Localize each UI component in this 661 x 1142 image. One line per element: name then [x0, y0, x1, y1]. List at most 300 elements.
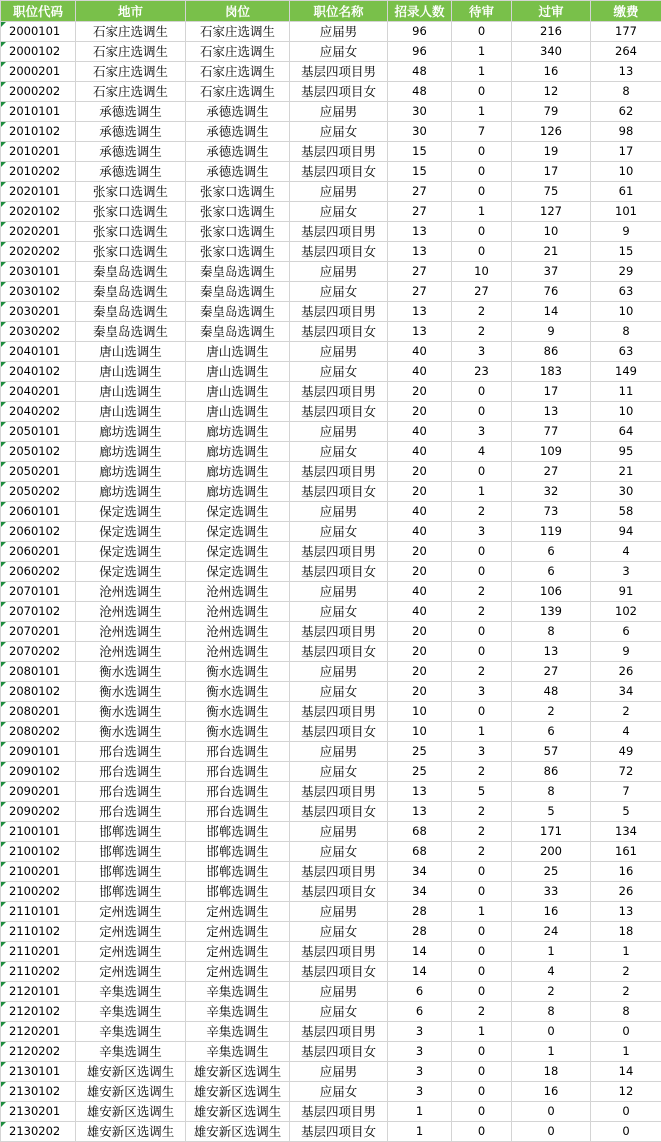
city-cell[interactable]: 衡水选调生 [76, 702, 186, 722]
city-cell[interactable]: 承德选调生 [76, 162, 186, 182]
position-name-cell[interactable]: 应届男 [290, 502, 388, 522]
paid-cell[interactable]: 10 [591, 302, 661, 322]
city-cell[interactable]: 承德选调生 [76, 142, 186, 162]
paid-cell[interactable]: 10 [591, 162, 661, 182]
position-name-cell[interactable]: 基层四项目男 [290, 1022, 388, 1042]
position-name-cell[interactable]: 应届女 [290, 522, 388, 542]
pending-cell[interactable]: 3 [452, 742, 512, 762]
quota-cell[interactable]: 10 [388, 702, 452, 722]
post-cell[interactable]: 邢台选调生 [186, 742, 290, 762]
position-name-cell[interactable]: 基层四项目男 [290, 142, 388, 162]
post-cell[interactable]: 张家口选调生 [186, 222, 290, 242]
post-cell[interactable]: 承德选调生 [186, 142, 290, 162]
post-cell[interactable]: 沧州选调生 [186, 642, 290, 662]
position-name-cell[interactable]: 基层四项目男 [290, 302, 388, 322]
position-name-cell[interactable]: 应届男 [290, 662, 388, 682]
position-name-cell[interactable]: 基层四项目男 [290, 862, 388, 882]
city-cell[interactable]: 辛集选调生 [76, 1022, 186, 1042]
pending-cell[interactable]: 0 [452, 622, 512, 642]
pending-cell[interactable]: 23 [452, 362, 512, 382]
quota-cell[interactable]: 27 [388, 282, 452, 302]
post-cell[interactable]: 唐山选调生 [186, 382, 290, 402]
city-cell[interactable]: 雄安新区选调生 [76, 1082, 186, 1102]
position-code-cell[interactable]: 2120202 [1, 1042, 76, 1062]
post-cell[interactable]: 廊坊选调生 [186, 482, 290, 502]
post-cell[interactable]: 秦皇岛选调生 [186, 302, 290, 322]
position-name-cell[interactable]: 基层四项目女 [290, 402, 388, 422]
position-name-cell[interactable]: 基层四项目女 [290, 322, 388, 342]
paid-cell[interactable]: 264 [591, 42, 661, 62]
quota-cell[interactable]: 48 [388, 82, 452, 102]
pending-cell[interactable]: 1 [452, 722, 512, 742]
city-cell[interactable]: 保定选调生 [76, 502, 186, 522]
post-cell[interactable]: 承德选调生 [186, 162, 290, 182]
city-cell[interactable]: 沧州选调生 [76, 622, 186, 642]
position-name-cell[interactable]: 基层四项目女 [290, 802, 388, 822]
approved-cell[interactable]: 13 [512, 402, 591, 422]
pending-cell[interactable]: 0 [452, 82, 512, 102]
city-cell[interactable]: 唐山选调生 [76, 362, 186, 382]
paid-cell[interactable]: 58 [591, 502, 661, 522]
city-cell[interactable]: 承德选调生 [76, 122, 186, 142]
position-code-cell[interactable]: 2030202 [1, 322, 76, 342]
approved-cell[interactable]: 57 [512, 742, 591, 762]
quota-cell[interactable]: 40 [388, 502, 452, 522]
position-code-cell[interactable]: 2120102 [1, 1002, 76, 1022]
paid-cell[interactable]: 94 [591, 522, 661, 542]
paid-cell[interactable]: 26 [591, 662, 661, 682]
position-code-cell[interactable]: 2070101 [1, 582, 76, 602]
city-cell[interactable]: 邢台选调生 [76, 782, 186, 802]
pending-cell[interactable]: 0 [452, 1042, 512, 1062]
paid-cell[interactable]: 3 [591, 562, 661, 582]
paid-cell[interactable]: 101 [591, 202, 661, 222]
position-name-cell[interactable]: 基层四项目女 [290, 962, 388, 982]
post-cell[interactable]: 定州选调生 [186, 962, 290, 982]
paid-cell[interactable]: 0 [591, 1122, 661, 1142]
paid-cell[interactable]: 102 [591, 602, 661, 622]
city-cell[interactable]: 邢台选调生 [76, 762, 186, 782]
position-code-cell[interactable]: 2090101 [1, 742, 76, 762]
city-cell[interactable]: 保定选调生 [76, 522, 186, 542]
position-code-cell[interactable]: 2110202 [1, 962, 76, 982]
post-cell[interactable]: 定州选调生 [186, 942, 290, 962]
city-cell[interactable]: 保定选调生 [76, 542, 186, 562]
city-cell[interactable]: 唐山选调生 [76, 382, 186, 402]
pending-cell[interactable]: 0 [452, 882, 512, 902]
position-code-cell[interactable]: 2010202 [1, 162, 76, 182]
position-name-cell[interactable]: 基层四项目男 [290, 222, 388, 242]
post-cell[interactable]: 保定选调生 [186, 542, 290, 562]
approved-cell[interactable]: 9 [512, 322, 591, 342]
paid-cell[interactable]: 8 [591, 1002, 661, 1022]
post-cell[interactable]: 衡水选调生 [186, 722, 290, 742]
post-cell[interactable]: 保定选调生 [186, 562, 290, 582]
position-name-cell[interactable]: 基层四项目男 [290, 622, 388, 642]
pending-cell[interactable]: 1 [452, 42, 512, 62]
position-name-cell[interactable]: 应届男 [290, 22, 388, 42]
post-cell[interactable]: 衡水选调生 [186, 662, 290, 682]
approved-cell[interactable]: 106 [512, 582, 591, 602]
post-cell[interactable]: 邯郸选调生 [186, 822, 290, 842]
position-name-cell[interactable]: 基层四项目女 [290, 242, 388, 262]
paid-cell[interactable]: 14 [591, 1062, 661, 1082]
position-code-cell[interactable]: 2060102 [1, 522, 76, 542]
quota-cell[interactable]: 20 [388, 382, 452, 402]
paid-cell[interactable]: 98 [591, 122, 661, 142]
header-paid[interactable]: 缴费 [591, 1, 661, 22]
approved-cell[interactable]: 33 [512, 882, 591, 902]
paid-cell[interactable]: 61 [591, 182, 661, 202]
paid-cell[interactable]: 72 [591, 762, 661, 782]
pending-cell[interactable]: 2 [452, 762, 512, 782]
paid-cell[interactable]: 8 [591, 82, 661, 102]
approved-cell[interactable]: 32 [512, 482, 591, 502]
pending-cell[interactable]: 3 [452, 522, 512, 542]
position-name-cell[interactable]: 应届女 [290, 442, 388, 462]
header-quota[interactable]: 招录人数 [388, 1, 452, 22]
city-cell[interactable]: 石家庄选调生 [76, 22, 186, 42]
position-name-cell[interactable]: 应届女 [290, 202, 388, 222]
quota-cell[interactable]: 28 [388, 922, 452, 942]
approved-cell[interactable]: 17 [512, 382, 591, 402]
post-cell[interactable]: 石家庄选调生 [186, 42, 290, 62]
position-name-cell[interactable]: 基层四项目男 [290, 382, 388, 402]
quota-cell[interactable]: 13 [388, 782, 452, 802]
position-code-cell[interactable]: 2130101 [1, 1062, 76, 1082]
pending-cell[interactable]: 0 [452, 222, 512, 242]
approved-cell[interactable]: 18 [512, 1062, 591, 1082]
position-name-cell[interactable]: 应届女 [290, 842, 388, 862]
paid-cell[interactable]: 63 [591, 342, 661, 362]
city-cell[interactable]: 廊坊选调生 [76, 422, 186, 442]
approved-cell[interactable]: 6 [512, 542, 591, 562]
city-cell[interactable]: 定州选调生 [76, 902, 186, 922]
header-post[interactable]: 岗位 [186, 1, 290, 22]
approved-cell[interactable]: 16 [512, 902, 591, 922]
paid-cell[interactable]: 12 [591, 1082, 661, 1102]
pending-cell[interactable]: 1 [452, 102, 512, 122]
position-code-cell[interactable]: 2130202 [1, 1122, 76, 1142]
paid-cell[interactable]: 62 [591, 102, 661, 122]
city-cell[interactable]: 秦皇岛选调生 [76, 282, 186, 302]
paid-cell[interactable]: 5 [591, 802, 661, 822]
position-name-cell[interactable]: 基层四项目男 [290, 942, 388, 962]
position-name-cell[interactable]: 基层四项目女 [290, 882, 388, 902]
post-cell[interactable]: 辛集选调生 [186, 1042, 290, 1062]
pending-cell[interactable]: 0 [452, 922, 512, 942]
post-cell[interactable]: 石家庄选调生 [186, 22, 290, 42]
city-cell[interactable]: 石家庄选调生 [76, 62, 186, 82]
header-pending[interactable]: 待审 [452, 1, 512, 22]
city-cell[interactable]: 沧州选调生 [76, 602, 186, 622]
position-code-cell[interactable]: 2020101 [1, 182, 76, 202]
city-cell[interactable]: 沧州选调生 [76, 582, 186, 602]
quota-cell[interactable]: 68 [388, 822, 452, 842]
position-code-cell[interactable]: 2000201 [1, 62, 76, 82]
post-cell[interactable]: 张家口选调生 [186, 242, 290, 262]
approved-cell[interactable]: 73 [512, 502, 591, 522]
pending-cell[interactable]: 3 [452, 682, 512, 702]
quota-cell[interactable]: 20 [388, 482, 452, 502]
paid-cell[interactable]: 2 [591, 982, 661, 1002]
post-cell[interactable]: 唐山选调生 [186, 362, 290, 382]
position-name-cell[interactable]: 基层四项目女 [290, 562, 388, 582]
position-code-cell[interactable]: 2010101 [1, 102, 76, 122]
approved-cell[interactable]: 5 [512, 802, 591, 822]
approved-cell[interactable]: 75 [512, 182, 591, 202]
post-cell[interactable]: 邢台选调生 [186, 782, 290, 802]
position-code-cell[interactable]: 2080102 [1, 682, 76, 702]
pending-cell[interactable]: 0 [452, 1062, 512, 1082]
pending-cell[interactable]: 1 [452, 482, 512, 502]
pending-cell[interactable]: 0 [452, 1102, 512, 1122]
position-name-cell[interactable]: 应届男 [290, 102, 388, 122]
position-name-cell[interactable]: 基层四项目男 [290, 462, 388, 482]
city-cell[interactable]: 邯郸选调生 [76, 862, 186, 882]
approved-cell[interactable]: 6 [512, 722, 591, 742]
approved-cell[interactable]: 21 [512, 242, 591, 262]
paid-cell[interactable]: 30 [591, 482, 661, 502]
quota-cell[interactable]: 40 [388, 582, 452, 602]
city-cell[interactable]: 邢台选调生 [76, 802, 186, 822]
quota-cell[interactable]: 15 [388, 162, 452, 182]
pending-cell[interactable]: 3 [452, 342, 512, 362]
post-cell[interactable]: 秦皇岛选调生 [186, 282, 290, 302]
pending-cell[interactable]: 0 [452, 22, 512, 42]
city-cell[interactable]: 雄安新区选调生 [76, 1122, 186, 1142]
position-name-cell[interactable]: 基层四项目男 [290, 1102, 388, 1122]
quota-cell[interactable]: 25 [388, 742, 452, 762]
position-name-cell[interactable]: 应届男 [290, 982, 388, 1002]
position-code-cell[interactable]: 2090102 [1, 762, 76, 782]
pending-cell[interactable]: 0 [452, 182, 512, 202]
quota-cell[interactable]: 13 [388, 242, 452, 262]
quota-cell[interactable]: 15 [388, 142, 452, 162]
pending-cell[interactable]: 2 [452, 582, 512, 602]
position-code-cell[interactable]: 2070102 [1, 602, 76, 622]
approved-cell[interactable]: 0 [512, 1022, 591, 1042]
position-code-cell[interactable]: 2100202 [1, 882, 76, 902]
paid-cell[interactable]: 1 [591, 942, 661, 962]
pending-cell[interactable]: 2 [452, 502, 512, 522]
position-code-cell[interactable]: 2050202 [1, 482, 76, 502]
post-cell[interactable]: 沧州选调生 [186, 582, 290, 602]
quota-cell[interactable]: 40 [388, 442, 452, 462]
city-cell[interactable]: 石家庄选调生 [76, 82, 186, 102]
quota-cell[interactable]: 3 [388, 1042, 452, 1062]
post-cell[interactable]: 张家口选调生 [186, 182, 290, 202]
quota-cell[interactable]: 20 [388, 682, 452, 702]
quota-cell[interactable]: 3 [388, 1062, 452, 1082]
paid-cell[interactable]: 8 [591, 322, 661, 342]
pending-cell[interactable]: 0 [452, 1082, 512, 1102]
pending-cell[interactable]: 2 [452, 1002, 512, 1022]
paid-cell[interactable]: 29 [591, 262, 661, 282]
position-code-cell[interactable]: 2000101 [1, 22, 76, 42]
paid-cell[interactable]: 17 [591, 142, 661, 162]
approved-cell[interactable]: 13 [512, 642, 591, 662]
paid-cell[interactable]: 18 [591, 922, 661, 942]
post-cell[interactable]: 秦皇岛选调生 [186, 262, 290, 282]
position-code-cell[interactable]: 2000202 [1, 82, 76, 102]
position-code-cell[interactable]: 2130102 [1, 1082, 76, 1102]
position-name-cell[interactable]: 应届男 [290, 262, 388, 282]
paid-cell[interactable]: 34 [591, 682, 661, 702]
approved-cell[interactable]: 171 [512, 822, 591, 842]
quota-cell[interactable]: 30 [388, 102, 452, 122]
paid-cell[interactable]: 7 [591, 782, 661, 802]
quota-cell[interactable]: 20 [388, 402, 452, 422]
approved-cell[interactable]: 86 [512, 762, 591, 782]
post-cell[interactable]: 石家庄选调生 [186, 62, 290, 82]
paid-cell[interactable]: 95 [591, 442, 661, 462]
city-cell[interactable]: 张家口选调生 [76, 202, 186, 222]
position-code-cell[interactable]: 2100102 [1, 842, 76, 862]
quota-cell[interactable]: 14 [388, 962, 452, 982]
quota-cell[interactable]: 1 [388, 1122, 452, 1142]
post-cell[interactable]: 沧州选调生 [186, 602, 290, 622]
paid-cell[interactable]: 91 [591, 582, 661, 602]
quota-cell[interactable]: 13 [388, 222, 452, 242]
pending-cell[interactable]: 0 [452, 982, 512, 1002]
position-code-cell[interactable]: 2080202 [1, 722, 76, 742]
quota-cell[interactable]: 40 [388, 422, 452, 442]
post-cell[interactable]: 廊坊选调生 [186, 442, 290, 462]
paid-cell[interactable]: 13 [591, 902, 661, 922]
quota-cell[interactable]: 25 [388, 762, 452, 782]
approved-cell[interactable]: 17 [512, 162, 591, 182]
city-cell[interactable]: 唐山选调生 [76, 402, 186, 422]
paid-cell[interactable]: 161 [591, 842, 661, 862]
city-cell[interactable]: 邢台选调生 [76, 742, 186, 762]
pending-cell[interactable]: 7 [452, 122, 512, 142]
position-name-cell[interactable]: 基层四项目男 [290, 62, 388, 82]
city-cell[interactable]: 雄安新区选调生 [76, 1062, 186, 1082]
approved-cell[interactable]: 109 [512, 442, 591, 462]
pending-cell[interactable]: 0 [452, 942, 512, 962]
pending-cell[interactable]: 2 [452, 842, 512, 862]
pending-cell[interactable]: 0 [452, 642, 512, 662]
pending-cell[interactable]: 1 [452, 202, 512, 222]
position-name-cell[interactable]: 基层四项目女 [290, 642, 388, 662]
quota-cell[interactable]: 27 [388, 262, 452, 282]
position-name-cell[interactable]: 应届男 [290, 742, 388, 762]
position-code-cell[interactable]: 2000102 [1, 42, 76, 62]
city-cell[interactable]: 张家口选调生 [76, 182, 186, 202]
approved-cell[interactable]: 139 [512, 602, 591, 622]
quota-cell[interactable]: 6 [388, 982, 452, 1002]
post-cell[interactable]: 承德选调生 [186, 102, 290, 122]
position-name-cell[interactable]: 应届男 [290, 822, 388, 842]
city-cell[interactable]: 张家口选调生 [76, 222, 186, 242]
pending-cell[interactable]: 4 [452, 442, 512, 462]
approved-cell[interactable]: 2 [512, 982, 591, 1002]
approved-cell[interactable]: 86 [512, 342, 591, 362]
approved-cell[interactable]: 25 [512, 862, 591, 882]
paid-cell[interactable]: 0 [591, 1022, 661, 1042]
approved-cell[interactable]: 27 [512, 462, 591, 482]
approved-cell[interactable]: 79 [512, 102, 591, 122]
paid-cell[interactable]: 2 [591, 962, 661, 982]
paid-cell[interactable]: 64 [591, 422, 661, 442]
quota-cell[interactable]: 40 [388, 362, 452, 382]
quota-cell[interactable]: 20 [388, 622, 452, 642]
post-cell[interactable]: 辛集选调生 [186, 1002, 290, 1022]
post-cell[interactable]: 定州选调生 [186, 902, 290, 922]
header-city[interactable]: 地市 [76, 1, 186, 22]
position-code-cell[interactable]: 2030201 [1, 302, 76, 322]
quota-cell[interactable]: 13 [388, 322, 452, 342]
paid-cell[interactable]: 13 [591, 62, 661, 82]
position-code-cell[interactable]: 2040102 [1, 362, 76, 382]
quota-cell[interactable]: 27 [388, 182, 452, 202]
quota-cell[interactable]: 1 [388, 1102, 452, 1122]
position-name-cell[interactable]: 基层四项目女 [290, 1122, 388, 1142]
approved-cell[interactable]: 1 [512, 942, 591, 962]
quota-cell[interactable]: 3 [388, 1082, 452, 1102]
quota-cell[interactable]: 40 [388, 522, 452, 542]
position-name-cell[interactable]: 应届男 [290, 1062, 388, 1082]
position-code-cell[interactable]: 2060101 [1, 502, 76, 522]
position-code-cell[interactable]: 2020202 [1, 242, 76, 262]
quota-cell[interactable]: 48 [388, 62, 452, 82]
approved-cell[interactable]: 2 [512, 702, 591, 722]
post-cell[interactable]: 保定选调生 [186, 502, 290, 522]
pending-cell[interactable]: 2 [452, 802, 512, 822]
approved-cell[interactable]: 127 [512, 202, 591, 222]
pending-cell[interactable]: 27 [452, 282, 512, 302]
position-name-cell[interactable]: 应届女 [290, 1002, 388, 1022]
position-code-cell[interactable]: 2070201 [1, 622, 76, 642]
post-cell[interactable]: 雄安新区选调生 [186, 1122, 290, 1142]
approved-cell[interactable]: 37 [512, 262, 591, 282]
city-cell[interactable]: 定州选调生 [76, 942, 186, 962]
post-cell[interactable]: 邯郸选调生 [186, 862, 290, 882]
position-name-cell[interactable]: 基层四项目男 [290, 782, 388, 802]
post-cell[interactable]: 廊坊选调生 [186, 422, 290, 442]
pending-cell[interactable]: 2 [452, 822, 512, 842]
position-code-cell[interactable]: 2090202 [1, 802, 76, 822]
quota-cell[interactable]: 96 [388, 42, 452, 62]
city-cell[interactable]: 辛集选调生 [76, 1002, 186, 1022]
quota-cell[interactable]: 20 [388, 642, 452, 662]
position-name-cell[interactable]: 应届女 [290, 762, 388, 782]
paid-cell[interactable]: 21 [591, 462, 661, 482]
quota-cell[interactable]: 30 [388, 122, 452, 142]
paid-cell[interactable]: 9 [591, 222, 661, 242]
quota-cell[interactable]: 20 [388, 462, 452, 482]
pending-cell[interactable]: 5 [452, 782, 512, 802]
approved-cell[interactable]: 14 [512, 302, 591, 322]
post-cell[interactable]: 衡水选调生 [186, 682, 290, 702]
post-cell[interactable]: 衡水选调生 [186, 702, 290, 722]
position-code-cell[interactable]: 2050101 [1, 422, 76, 442]
post-cell[interactable]: 邢台选调生 [186, 802, 290, 822]
position-code-cell[interactable]: 2100201 [1, 862, 76, 882]
paid-cell[interactable]: 11 [591, 382, 661, 402]
pending-cell[interactable]: 1 [452, 1022, 512, 1042]
position-code-cell[interactable]: 2110101 [1, 902, 76, 922]
approved-cell[interactable]: 10 [512, 222, 591, 242]
city-cell[interactable]: 秦皇岛选调生 [76, 322, 186, 342]
quota-cell[interactable]: 20 [388, 662, 452, 682]
city-cell[interactable]: 张家口选调生 [76, 242, 186, 262]
position-code-cell[interactable]: 2100101 [1, 822, 76, 842]
position-name-cell[interactable]: 应届男 [290, 182, 388, 202]
pending-cell[interactable]: 0 [452, 242, 512, 262]
pending-cell[interactable]: 1 [452, 902, 512, 922]
